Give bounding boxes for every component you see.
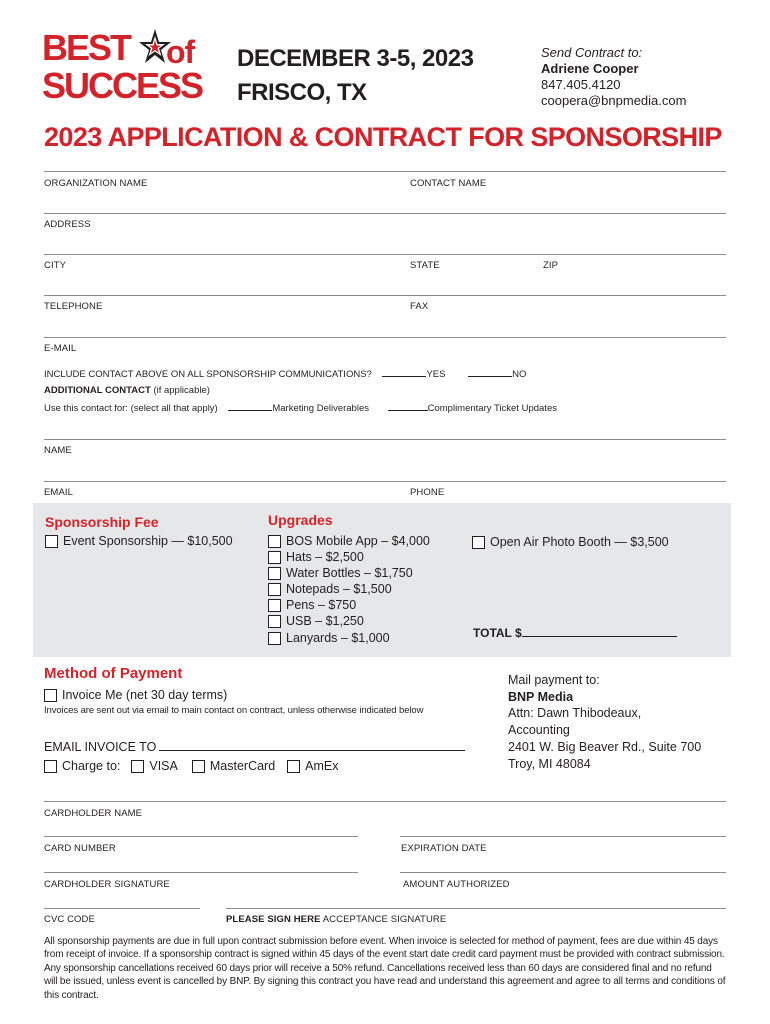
photo-booth-option[interactable] <box>472 534 669 550</box>
include-no-label: NO <box>512 369 527 380</box>
logo-word-success: SUCCESS <box>42 65 203 106</box>
event-sponsorship-option[interactable] <box>45 533 233 549</box>
cardholder-name-label: CARDHOLDER NAME <box>44 808 143 819</box>
contract-contact-email[interactable]: coopera@bnpmedia.com <box>541 93 687 108</box>
acceptance-signature-label: ACCEPTANCE SIGNATURE <box>322 914 447 925</box>
mastercard-label: MasterCard <box>209 759 276 773</box>
amount-authorized-line[interactable] <box>400 872 726 873</box>
mail-city: Troy, MI 48084 <box>508 756 591 771</box>
additional-phone-label: PHONE <box>410 487 445 498</box>
additional-email-phone-line[interactable] <box>44 481 726 482</box>
additional-name-label: NAME <box>44 445 72 456</box>
charge-to-row <box>44 758 339 774</box>
include-yes-label: YES <box>426 369 446 380</box>
upgrade-option[interactable] <box>268 581 392 597</box>
logo-word-of: of <box>166 34 195 70</box>
include-yes-blank[interactable] <box>382 368 426 377</box>
logo-word-best: BEST <box>42 27 131 68</box>
total-line[interactable] <box>522 627 677 637</box>
address-line[interactable] <box>44 213 726 214</box>
amount-authorized-label: AMOUNT AUTHORIZED <box>403 879 510 890</box>
ticket-updates-label: Complimentary Ticket Updates <box>427 403 557 414</box>
event-sponsorship-checkbox[interactable] <box>45 535 58 548</box>
amex-checkbox[interactable] <box>287 760 300 773</box>
upgrade-checkbox[interactable] <box>268 551 281 564</box>
mail-payment-address <box>508 672 701 772</box>
telephone-label: TELEPHONE <box>44 301 103 312</box>
mail-attn: Attn: Dawn Thibodeaux, <box>508 706 642 721</box>
expiration-line[interactable] <box>400 836 726 837</box>
upgrade-label: Pens – $750 <box>286 598 357 612</box>
contract-contact-phone: 847.405.4120 <box>541 77 621 92</box>
visa-label: VISA <box>149 759 178 773</box>
contact-name-label: CONTACT NAME <box>410 178 487 189</box>
email-label: E-MAIL <box>44 343 77 354</box>
upgrade-option[interactable] <box>268 549 364 565</box>
event-sponsorship-label: Event Sponsorship — $10,500 <box>63 534 233 548</box>
expiration-label: EXPIRATION DATE <box>401 843 487 854</box>
invoice-me-label: Invoice Me (net 30 day terms) <box>62 688 228 702</box>
upgrade-checkbox[interactable] <box>268 632 281 645</box>
card-number-line[interactable] <box>44 836 358 837</box>
additional-contact-usage <box>44 402 557 415</box>
mail-street: 2401 W. Big Beaver Rd., Suite 700 <box>508 739 702 754</box>
invoice-me-option[interactable] <box>44 687 227 703</box>
ticket-updates-blank[interactable] <box>388 402 428 411</box>
amex-label: AmEx <box>305 759 339 773</box>
method-of-payment-heading: Method of Payment <box>44 665 183 682</box>
upgrade-label: USB – $1,250 <box>286 614 364 628</box>
cardholder-name-line[interactable] <box>44 801 726 802</box>
upgrade-option[interactable] <box>268 597 356 613</box>
upgrade-option[interactable] <box>268 613 364 629</box>
additional-contact-heading <box>44 385 210 397</box>
event-location: FRISCO, TX <box>237 79 367 106</box>
acceptance-signature-line[interactable] <box>226 908 726 909</box>
upgrade-checkbox[interactable] <box>268 599 281 612</box>
upgrade-label: Hats – $2,500 <box>286 550 364 564</box>
mail-dept: Accounting <box>508 723 570 738</box>
use-contact-for-text: Use this contact for: (select all that apply) <box>44 403 218 414</box>
include-contact-question <box>44 368 526 381</box>
send-contract-label: Send Contract to: <box>541 45 643 60</box>
invoice-note: Invoices are sent out via email to main contact on contract, unless otherwise indicated below <box>44 705 424 716</box>
mastercard-checkbox[interactable] <box>192 760 205 773</box>
invoice-me-checkbox[interactable] <box>44 689 57 702</box>
include-contact-text: INCLUDE CONTACT ABOVE ON ALL SPONSORSHIP COMMUNICATIONS? <box>44 369 372 380</box>
zip-label: ZIP <box>543 260 559 271</box>
upgrade-checkbox[interactable] <box>268 615 281 628</box>
upgrade-label: Water Bottles – $1,750 <box>286 566 413 580</box>
visa-checkbox[interactable] <box>131 760 144 773</box>
upgrades-heading: Upgrades <box>268 512 333 528</box>
sign-here-label: PLEASE SIGN HERE <box>226 914 321 925</box>
email-invoice-line[interactable] <box>159 741 465 751</box>
cvc-label: CVC CODE <box>44 914 95 925</box>
charge-to-label: Charge to: <box>62 759 121 773</box>
upgrade-label: Lanyards – $1,000 <box>286 631 390 645</box>
upgrade-label: Notepads – $1,500 <box>286 582 392 596</box>
terms-and-conditions: All sponsorship payments are due in full upon contract submission before event. When invoice is selected for method of payment, fees are due within 45 days from receipt of invoice. If a sponsorship contract is signed within 45 days of the event start date credit card payment must be provided with contract submission. Any sponsorship cancellations received 60 days prior will receive a 50% refund. Cancellations received less than 60 days are considered final and no refund will be issued, unless event is cancelled by BNP. By signing this contract you have read and understand this agreement and agree to all terms and conditions of this contract. <box>44 936 726 1001</box>
email-line[interactable] <box>44 337 726 338</box>
additional-email-label: EMAIL <box>44 487 74 498</box>
mail-payment-label: Mail payment to: <box>508 673 600 687</box>
upgrade-checkbox[interactable] <box>268 535 281 548</box>
photo-booth-label: Open Air Photo Booth — $3,500 <box>490 535 669 549</box>
charge-to-checkbox[interactable] <box>44 760 57 773</box>
city-state-zip-line[interactable] <box>44 254 726 255</box>
additional-contact-title: ADDITIONAL CONTACT <box>44 385 151 396</box>
upgrade-option[interactable] <box>268 630 390 646</box>
city-label: CITY <box>44 260 67 271</box>
email-invoice-field[interactable] <box>44 739 465 755</box>
best-of-success-logo <box>42 27 214 106</box>
total-field[interactable] <box>473 626 677 640</box>
signature-label <box>226 914 446 926</box>
total-label: TOTAL $ <box>473 626 522 640</box>
upgrade-label: BOS Mobile App – $4,000 <box>286 534 430 548</box>
upgrade-option[interactable] <box>268 533 430 549</box>
include-no-blank[interactable] <box>468 368 512 377</box>
telephone-fax-line[interactable] <box>44 295 726 296</box>
photo-booth-checkbox[interactable] <box>472 536 485 549</box>
email-invoice-label: EMAIL INVOICE TO <box>44 740 157 754</box>
organization-name-line[interactable] <box>44 171 726 172</box>
marketing-deliverables-label: Marketing Deliverables <box>272 403 369 414</box>
sponsorship-fee-heading: Sponsorship Fee <box>45 514 159 530</box>
cvc-line[interactable] <box>44 908 200 909</box>
upgrade-checkbox[interactable] <box>268 567 281 580</box>
send-contract-to <box>541 45 686 109</box>
contract-contact-name: Adriene Cooper <box>541 61 639 76</box>
marketing-deliverables-blank[interactable] <box>228 402 272 411</box>
cardholder-signature-line[interactable] <box>44 872 358 873</box>
state-label: STATE <box>410 260 440 271</box>
page-title: 2023 APPLICATION & CONTRACT FOR SPONSORSHIP <box>44 122 722 152</box>
fax-label: FAX <box>410 301 429 312</box>
address-label: ADDRESS <box>44 219 91 230</box>
upgrade-option[interactable] <box>268 565 413 581</box>
card-number-label: CARD NUMBER <box>44 843 116 854</box>
organization-name-label: ORGANIZATION NAME <box>44 178 148 189</box>
additional-name-line[interactable] <box>44 439 726 440</box>
upgrade-checkbox[interactable] <box>268 583 281 596</box>
mail-company: BNP Media <box>508 689 574 704</box>
event-dates: DECEMBER 3-5, 2023 <box>237 45 474 72</box>
cardholder-signature-label: CARDHOLDER SIGNATURE <box>44 879 170 890</box>
additional-contact-note: (if applicable) <box>153 385 210 396</box>
